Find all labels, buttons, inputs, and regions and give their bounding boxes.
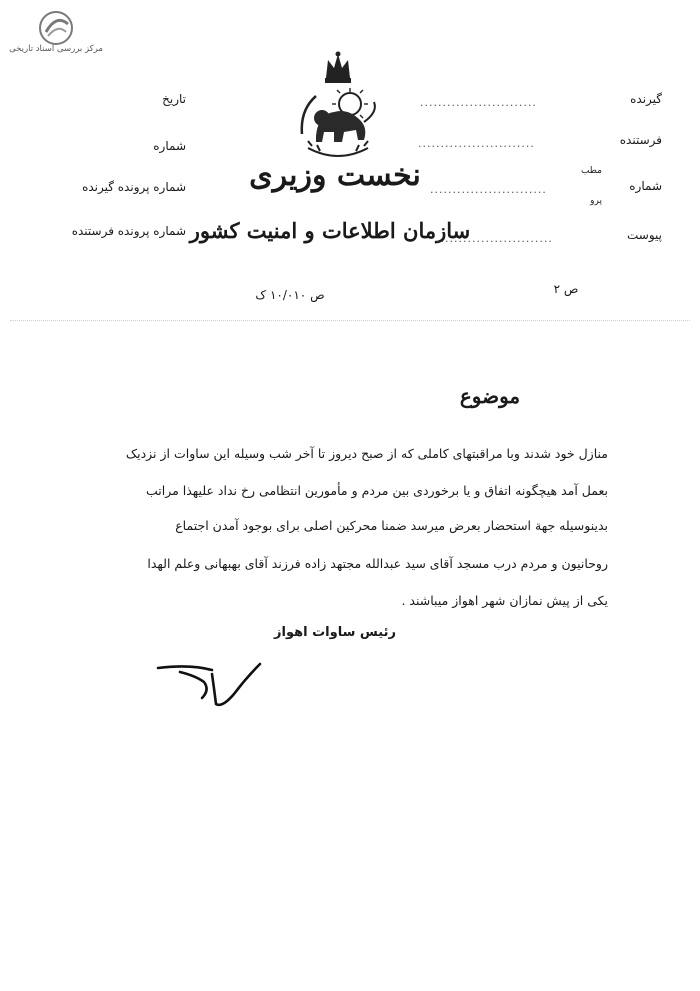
number-dotted-line: .......................... [430,183,547,196]
header-divider [10,320,690,321]
department-title: نخست وزیری [249,158,421,193]
attachment-label: پیوست [627,228,662,242]
sender-label: فرستنده [619,133,662,147]
reference-number: ص ۱۰/۰۱۰ ک [255,288,325,302]
sender-file-number-label: شماره پرونده فرستنده [71,224,186,238]
number-note-bottom: پرو [590,196,602,206]
watermark-text: مرکز بررسی اسناد تاریخی [9,44,103,54]
subject-heading: موضوع [459,384,521,408]
recipient-dotted-line: .......................... [420,96,537,109]
body-line: یکی از پیش نمازان شهر اهواز میباشند . [401,593,608,608]
reference-side-number: ص ۲ [553,282,579,296]
handwritten-signature-icon [150,654,280,718]
number-label-left: شماره [153,139,186,153]
organization-name: سازمان اطلاعات و امنیت کشور [189,218,471,243]
body-line: روحانیون و مردم درب مسجد آقای سید عبدالله مجتهد زاده فرزند آقای بهبهانی وعلم الهدا [147,556,608,571]
sender-dotted-line: .......................... [418,137,535,150]
number-note-top: مطب [580,166,602,176]
lion-and-sun-crown-emblem-icon [288,48,388,166]
recipient-file-number-label: شماره پرونده گیرنده [82,180,186,194]
number-label: شماره [629,179,662,193]
body-line: بدینوسیله جهة استحضار بعرض میرسد ضمنا محرکین اصلی برای بوجود آمدن اجتماع [175,518,608,533]
date-label: تاریخ [162,92,186,106]
recipient-label: گیرنده [630,92,662,106]
body-line: منازل خود شدند وبا مراقبتهای کاملی که از صبح دیروز تا آخر شب وسیله این ساوات از نزدیک [125,446,608,461]
body-line: بعمل آمد هیچگونه اتفاق و یا برخوردی بین مردم و مأمورین انتظامی رخ نداد علیهذا مراتب [145,483,608,498]
attachment-dotted-line: .......................... [436,232,553,245]
archive-logo-icon [38,10,74,46]
signer-title: رئیس ساوات اهواز [274,625,396,640]
